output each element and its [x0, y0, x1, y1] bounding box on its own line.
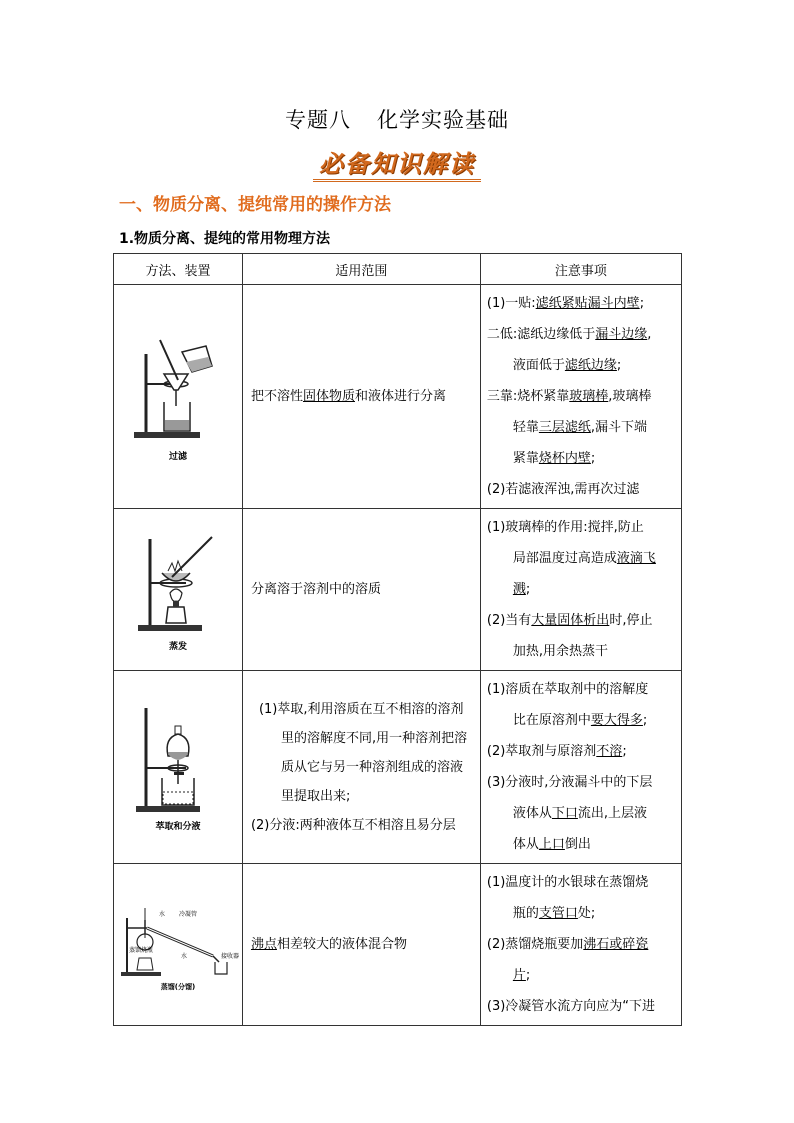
note-text: (2)蒸馏烧瓶要加 [486, 937, 584, 952]
range-cell [242, 671, 480, 864]
distillation-figure [114, 864, 243, 1026]
header-range: 适用范围 [242, 254, 480, 285]
label-water-out: 水 [180, 952, 187, 960]
note-key: 烧杯内壁 [538, 451, 591, 466]
notes-cell [480, 864, 681, 1026]
table-row [114, 671, 682, 864]
methods-table [113, 253, 682, 1026]
note-line [487, 319, 677, 350]
note-text: 三靠:烧杯紧靠 [486, 389, 570, 404]
note-text: (2)当有 [486, 613, 532, 628]
note-key: 滤纸边缘 [564, 358, 617, 373]
note-text: (1)一贴: [486, 296, 536, 311]
note-line [487, 829, 677, 860]
note-key: 要大得多 [590, 713, 643, 728]
note-text: 时,停止 [609, 613, 653, 628]
note-line [487, 705, 677, 736]
note-text: 流出,上层液 [577, 806, 648, 821]
label-flask: 蒸馏烧瓶 [128, 946, 153, 954]
range-text: 相差较大的液体混合物 [276, 937, 407, 952]
note-line [487, 381, 677, 412]
note-text: ; [590, 451, 596, 466]
note-line [487, 960, 677, 991]
notes-cell [480, 671, 681, 864]
note-line [487, 443, 677, 474]
range-key: 沸点 [250, 937, 277, 952]
note-text: ; [525, 968, 531, 983]
note-text: 紧靠 [512, 451, 539, 466]
note-line: (3)冷凝管水流方向应为“下进 [486, 999, 656, 1014]
section-heading: 一、物质分离、提纯常用的操作方法 [119, 195, 391, 215]
subsection-heading: 1.物质分离、提纯的常用物理方法 [119, 231, 331, 247]
range-text: 和液体进行分离 [354, 389, 446, 404]
note-text: ; [525, 582, 531, 597]
banner-text: 必备知识解读 [313, 149, 481, 182]
filtration-apparatus-icon [128, 332, 228, 447]
note-line: (2)若滤液浑浊,需再次过滤 [486, 482, 640, 497]
table-header-row [114, 254, 682, 285]
note-line [487, 898, 677, 929]
title-part2: 化学实验基础 [377, 108, 509, 132]
header-notes: 注意事项 [480, 254, 681, 285]
figure-caption: 蒸馏(分馏) [160, 982, 196, 991]
note-line [487, 543, 677, 574]
note-key: 滤纸紧贴漏斗内壁 [535, 296, 640, 311]
separatory-funnel-icon [128, 702, 228, 817]
note-line: (3)分液时,分液漏斗中的下层 [486, 775, 653, 790]
note-key: 三层滤纸 [538, 420, 591, 435]
table-row [114, 864, 682, 1026]
note-key: 沸石或碎瓷 [583, 937, 649, 952]
figure-caption: 萃取和分液 [155, 822, 201, 832]
note-key: 上口 [538, 837, 565, 852]
range-para: (1)萃取,利用溶质在互不相溶的溶剂里的溶解度不同,用一种溶剂把溶质从它与另一种溶剂组成的溶液里提取出来; [258, 701, 468, 804]
note-line [487, 412, 677, 443]
filtration-figure [114, 285, 243, 509]
note-line [487, 288, 677, 319]
note-line [487, 605, 677, 636]
note-key: 大量固体析出 [531, 613, 610, 628]
note-text: 瓶的 [512, 906, 539, 921]
note-text: , [647, 327, 652, 342]
note-key: 液滴飞 [616, 551, 656, 566]
range-cell: 分离溶于溶剂中的溶质 [242, 509, 480, 671]
figure-caption: 过滤 [168, 451, 187, 462]
notes-cell [480, 285, 681, 509]
range-cell [242, 285, 480, 509]
note-line: (1)玻璃棒的作用:搅拌,防止 [486, 520, 644, 535]
note-key: 不溶 [596, 744, 623, 759]
header-method: 方法、装置 [114, 254, 243, 285]
notes-cell [480, 509, 681, 671]
note-text: 液体从 [512, 806, 552, 821]
table-row [114, 509, 682, 671]
note-text: ; [616, 358, 622, 373]
note-line: 加热,用余热蒸干 [512, 644, 609, 659]
page-title [0, 104, 794, 134]
note-key: 溅 [512, 582, 526, 597]
note-line: (1)温度计的水银球在蒸馏烧 [486, 875, 649, 890]
section-banner [0, 144, 794, 179]
note-text: ,玻璃棒 [608, 389, 652, 404]
range-para: (2)分液:两种液体互不相溶且易分层 [250, 817, 456, 833]
range-text: 把不溶性 [250, 389, 303, 404]
note-key: 片 [512, 968, 526, 983]
label-water-in: 水 [158, 910, 165, 918]
note-key: 支管口 [538, 906, 578, 921]
note-text: 倒出 [564, 837, 591, 852]
note-text: ; [639, 296, 645, 311]
range-key: 固体物质 [302, 389, 355, 404]
note-text: 二低:滤纸边缘低于 [486, 327, 596, 342]
note-text: ; [642, 713, 648, 728]
note-text: 比在原溶剂中 [512, 713, 591, 728]
note-line [487, 929, 677, 960]
note-text: 体从 [512, 837, 539, 852]
note-key: 下口 [551, 806, 578, 821]
note-line [487, 350, 677, 381]
note-key: 玻璃棒 [569, 389, 609, 404]
figure-caption: 蒸发 [168, 642, 187, 652]
note-line: (1)溶质在萃取剂中的溶解度 [486, 682, 649, 697]
label-receiver: 接收器 [220, 952, 239, 960]
note-text: 局部温度过高造成 [512, 551, 617, 566]
note-text: 轻靠 [512, 420, 539, 435]
extraction-figure [114, 671, 243, 864]
range-cell [242, 864, 480, 1026]
note-text: 液面低于 [512, 358, 565, 373]
note-line [487, 574, 677, 605]
evaporation-figure [114, 509, 243, 671]
note-key: 漏斗边缘 [595, 327, 648, 342]
table-row [114, 285, 682, 509]
distillation-apparatus-icon [117, 898, 239, 982]
note-line [487, 736, 677, 767]
title-part1: 专题八 [285, 108, 351, 132]
note-line [487, 798, 677, 829]
label-condenser: 冷凝管 [178, 910, 197, 918]
note-text: 处; [577, 906, 596, 921]
note-text: ,漏斗下端 [590, 420, 648, 435]
note-text: ; [622, 744, 627, 759]
note-text: (2)萃取剂与原溶剂 [486, 744, 597, 759]
evaporation-apparatus-icon [128, 527, 228, 637]
